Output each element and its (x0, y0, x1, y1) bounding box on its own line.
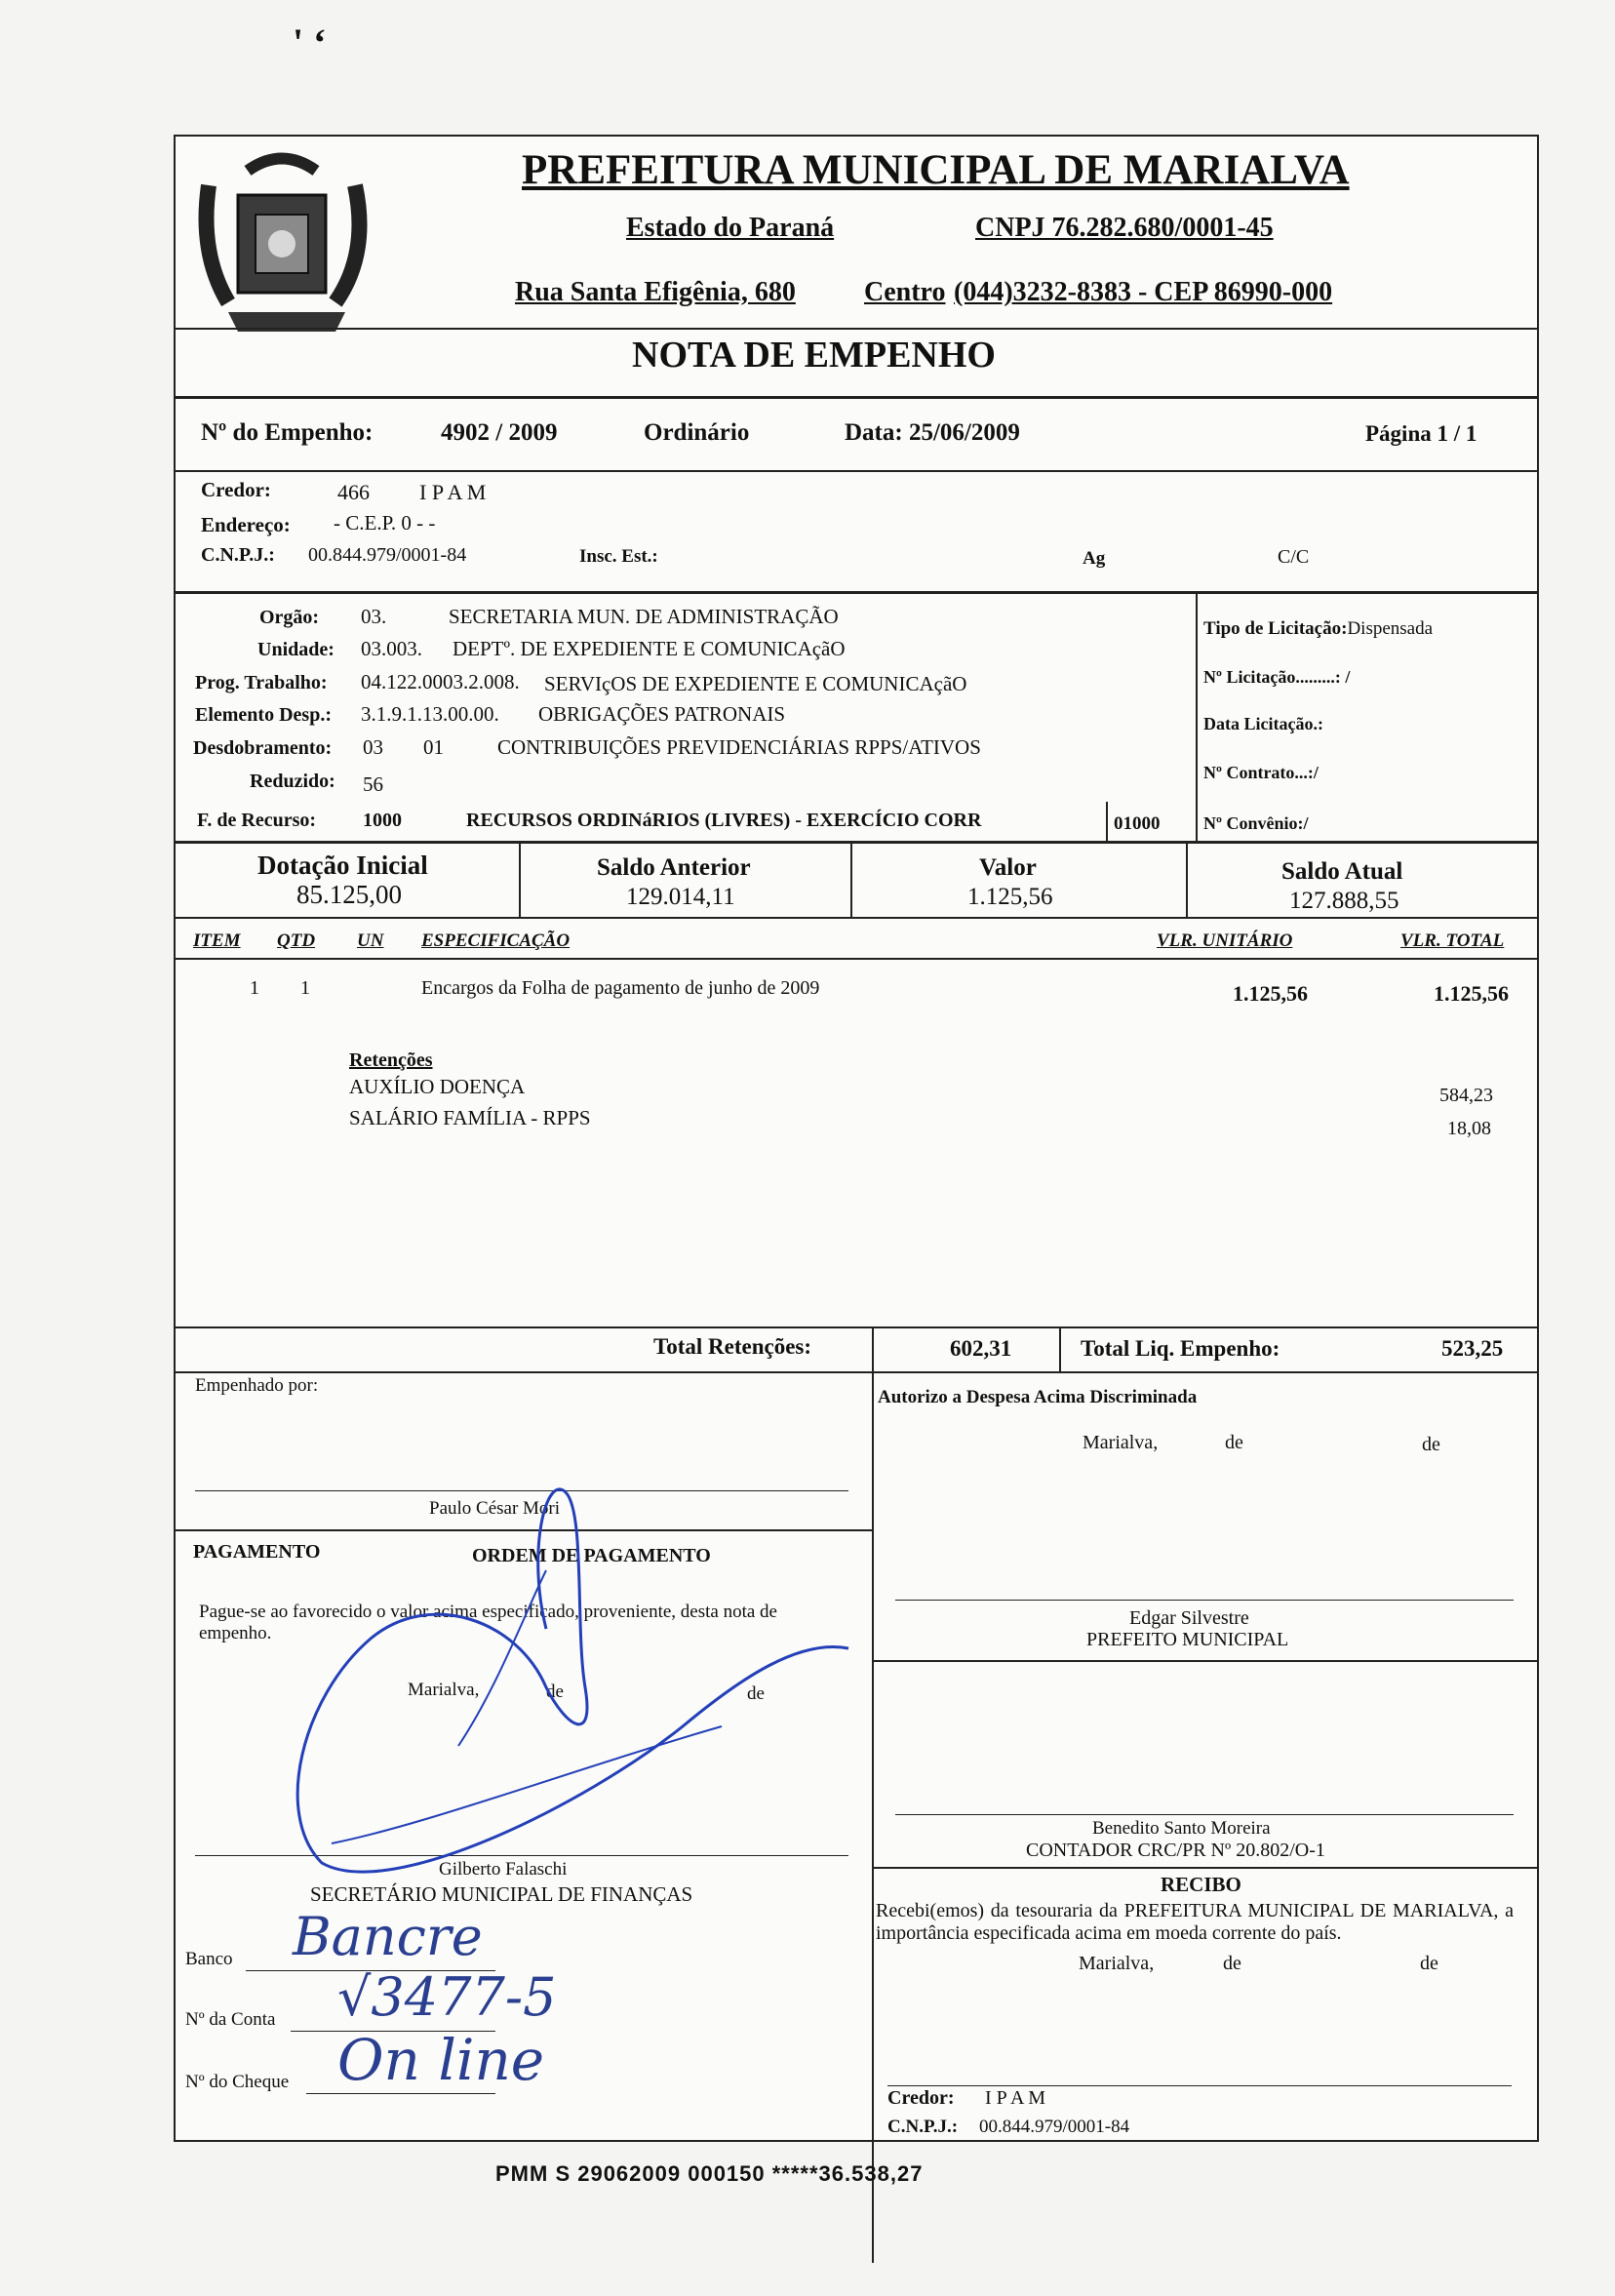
row-qtd: 1 (300, 977, 310, 999)
recibo-de2: de (1420, 1953, 1438, 1974)
licitacao-contrato: Nº Contrato...:/ (1203, 763, 1319, 782)
header-state: Estado do Paraná (626, 213, 835, 243)
saldo-atual-label: Saldo Atual (1281, 858, 1403, 885)
empenhado-name: Paulo César Mori (429, 1498, 561, 1519)
recurso-num: 01000 (1114, 813, 1161, 834)
header-district: Centro (864, 277, 946, 307)
retencao-name-1: AUXÍLIO DOENÇA (349, 1075, 526, 1098)
retencao-name-2: SALÁRIO FAMÍLIA - RPPS (349, 1106, 591, 1129)
ordem-place: Marialva, (408, 1680, 480, 1700)
licitacao-tipo (1203, 618, 1433, 640)
credor-name: I P A M (419, 480, 487, 504)
footer-stamp: PMM S 29062009 000150 *****36.538,27 (495, 2161, 924, 2186)
saldo-anterior-label: Saldo Anterior (597, 854, 751, 881)
elemento-label: Elemento Desp.: (195, 704, 332, 726)
autorizo-de1: de (1225, 1432, 1243, 1453)
valor-label: Valor (979, 854, 1037, 881)
empenho-date: Data: 25/06/2009 (845, 419, 1020, 446)
desdobramento-code2: 01 (423, 735, 444, 759)
credor-code: 466 (337, 480, 370, 504)
prog-code: 04.122.0003.2.008. (361, 670, 520, 693)
total-liq-label: Total Liq. Empenho: (1081, 1336, 1280, 1361)
recibo-credor-label: Credor: (887, 2087, 955, 2109)
unidade-desc: DEPTº. DE EXPEDIENTE E COMUNICAçãO (453, 637, 846, 660)
pagamento-label: PAGAMENTO (193, 1541, 321, 1563)
saldo-anterior-value: 129.014,11 (626, 884, 735, 910)
empenho-label: Nº do Empenho: (201, 419, 374, 446)
prog-desc: SERVIçOS DE EXPEDIENTE E COMUNICAçãO (544, 672, 967, 695)
pague-text: Pague-se ao favorecido o valor acima especificado, proveniente, desta nota de empenho. (199, 1602, 777, 1643)
conta-label: Nº da Conta (185, 2009, 276, 2030)
empenho-type: Ordinário (644, 419, 750, 446)
ag-label: Ag (1083, 548, 1106, 569)
handwritten-signature-icon (176, 1434, 878, 1902)
conta-value: √3477-5 (337, 1966, 557, 2028)
col-item: ITEM (193, 930, 241, 951)
licitacao-tipo-value: Dispensada (1347, 618, 1434, 639)
top-marks: ' ‘ (293, 20, 327, 64)
dotacao-value: 85.125,00 (296, 880, 402, 909)
row-unit: 1.125,56 (1233, 981, 1308, 1006)
secretario-name: Gilberto Falaschi (439, 1859, 568, 1880)
header-title: PREFEITURA MUNICIPAL DE MARIALVA (522, 147, 1350, 193)
licitacao-tipo-label: Tipo de Licitação: (1203, 618, 1348, 639)
autorizo-place: Marialva, (1083, 1432, 1159, 1453)
cc-label: C/C (1278, 546, 1310, 568)
banco-value: Bancre (293, 1906, 483, 1967)
page-number: Página 1 / 1 (1365, 421, 1477, 446)
reduzido-value: 56 (363, 772, 383, 796)
header-street: Rua Santa Efigênia, 680 (515, 277, 796, 307)
recibo-title: RECIBO (1161, 1873, 1241, 1896)
recibo-credor-value: I P A M (985, 2087, 1046, 2109)
desdobramento-desc: CONTRIBUIÇÕES PREVIDENCIÁRIAS RPPS/ATIVOS (497, 735, 981, 759)
orgao-desc: SECRETARIA MUN. DE ADMINISTRAÇÃO (449, 605, 839, 628)
row-item: 1 (250, 977, 259, 999)
elemento-desc: OBRIGAÇÕES PATRONAIS (538, 702, 786, 726)
cnpj-label: C.N.P.J.: (201, 544, 275, 566)
retencao-value-1: 584,23 (1439, 1085, 1493, 1106)
elemento-code: 3.1.9.1.13.00.00. (361, 702, 499, 726)
empenho-number: 4902 / 2009 (441, 419, 558, 446)
recibo-cnpj-label: C.N.P.J.: (887, 2117, 959, 2137)
ordem-de1: de (546, 1682, 564, 1702)
dotacao-label: Dotação Inicial (257, 851, 428, 880)
licitacao-numero: Nº Licitação.........: / (1203, 667, 1351, 687)
prefeito-title: PREFEITO MUNICIPAL (1086, 1629, 1289, 1650)
recibo-place: Marialva, (1079, 1953, 1155, 1974)
endereco-value: - C.E.P. 0 - - (334, 511, 436, 534)
licitacao-data: Data Licitação.: (1203, 714, 1323, 733)
unidade-code: 03.003. (361, 637, 422, 660)
ordem-label: ORDEM DE PAGAMENTO (472, 1545, 711, 1566)
retencoes-label: Retenções (349, 1049, 433, 1071)
total-liq-value: 523,25 (1441, 1336, 1504, 1361)
document-frame (174, 135, 1539, 2142)
ordem-de2: de (747, 1683, 765, 1704)
total-retencoes-label: Total Retenções: (653, 1334, 812, 1359)
recibo-text: Recebi(emos) da tesouraria da PREFEITURA MUNICIPAL DE MARIALVA, a importância especificada acima em moeda corrente do país. (876, 1900, 1514, 1944)
recurso-code: 1000 (363, 810, 402, 831)
recurso-label: F. de Recurso: (197, 810, 317, 831)
secretario-title: SECRETÁRIO MUNICIPAL DE FINANÇAS (310, 1882, 693, 1906)
row-spec: Encargos da Folha de pagamento de junho de 2009 (421, 977, 820, 999)
orgao-code: 03. (361, 605, 387, 628)
col-unit: VLR. UNITÁRIO (1157, 930, 1293, 951)
prefeito-name: Edgar Silvestre (1129, 1607, 1249, 1629)
cheque-label: Nº do Cheque (185, 2072, 290, 2092)
col-un: UN (357, 930, 384, 951)
saldo-atual-value: 127.888,55 (1289, 888, 1399, 914)
doc-title: NOTA DE EMPENHO (632, 335, 996, 376)
municipal-seal-icon (189, 146, 384, 341)
col-spec: ESPECIFICAÇÃO (421, 930, 571, 951)
credor-label: Credor: (201, 478, 271, 501)
cnpj-value: 00.844.979/0001-84 (308, 544, 467, 566)
desdobramento-label: Desdobramento: (193, 737, 333, 759)
recurso-desc: RECURSOS ORDINáRIOS (LIVRES) - EXERCÍCIO CORR (466, 810, 982, 831)
prog-label: Prog. Trabalho: (195, 672, 328, 693)
orgao-label: Orgão: (259, 607, 320, 628)
autorizo-de2: de (1422, 1434, 1440, 1455)
insc-label: Insc. Est.: (579, 546, 658, 567)
empenhado-label: Empenhado por: (195, 1375, 319, 1396)
header-phone-cep: (044)3232-8383 - CEP 86990-000 (954, 277, 1333, 307)
cheque-value: On line (337, 2027, 545, 2093)
banco-label: Banco (185, 1949, 233, 1969)
total-retencoes-value: 602,31 (950, 1336, 1012, 1361)
valor-value: 1.125,56 (967, 884, 1053, 910)
desdobramento-code1: 03 (363, 735, 383, 759)
col-total: VLR. TOTAL (1400, 930, 1505, 951)
row-total: 1.125,56 (1434, 981, 1509, 1006)
recibo-cnpj-value: 00.844.979/0001-84 (979, 2117, 1130, 2137)
col-qtd: QTD (277, 930, 316, 951)
retencao-value-2: 18,08 (1447, 1118, 1491, 1139)
contador-title: CONTADOR CRC/PR Nº 20.802/O-1 (1026, 1840, 1325, 1861)
contador-name: Benedito Santo Moreira (1092, 1818, 1271, 1839)
autorizo-text: Autorizo a Despesa Acima Discriminada (878, 1387, 1198, 1407)
reduzido-label: Reduzido: (250, 771, 335, 792)
licitacao-convenio: Nº Convênio:/ (1203, 813, 1309, 833)
header-cnpj: CNPJ 76.282.680/0001-45 (975, 213, 1274, 243)
recibo-de1: de (1223, 1953, 1241, 1974)
unidade-label: Unidade: (257, 639, 335, 660)
endereco-label: Endereço: (201, 513, 291, 536)
